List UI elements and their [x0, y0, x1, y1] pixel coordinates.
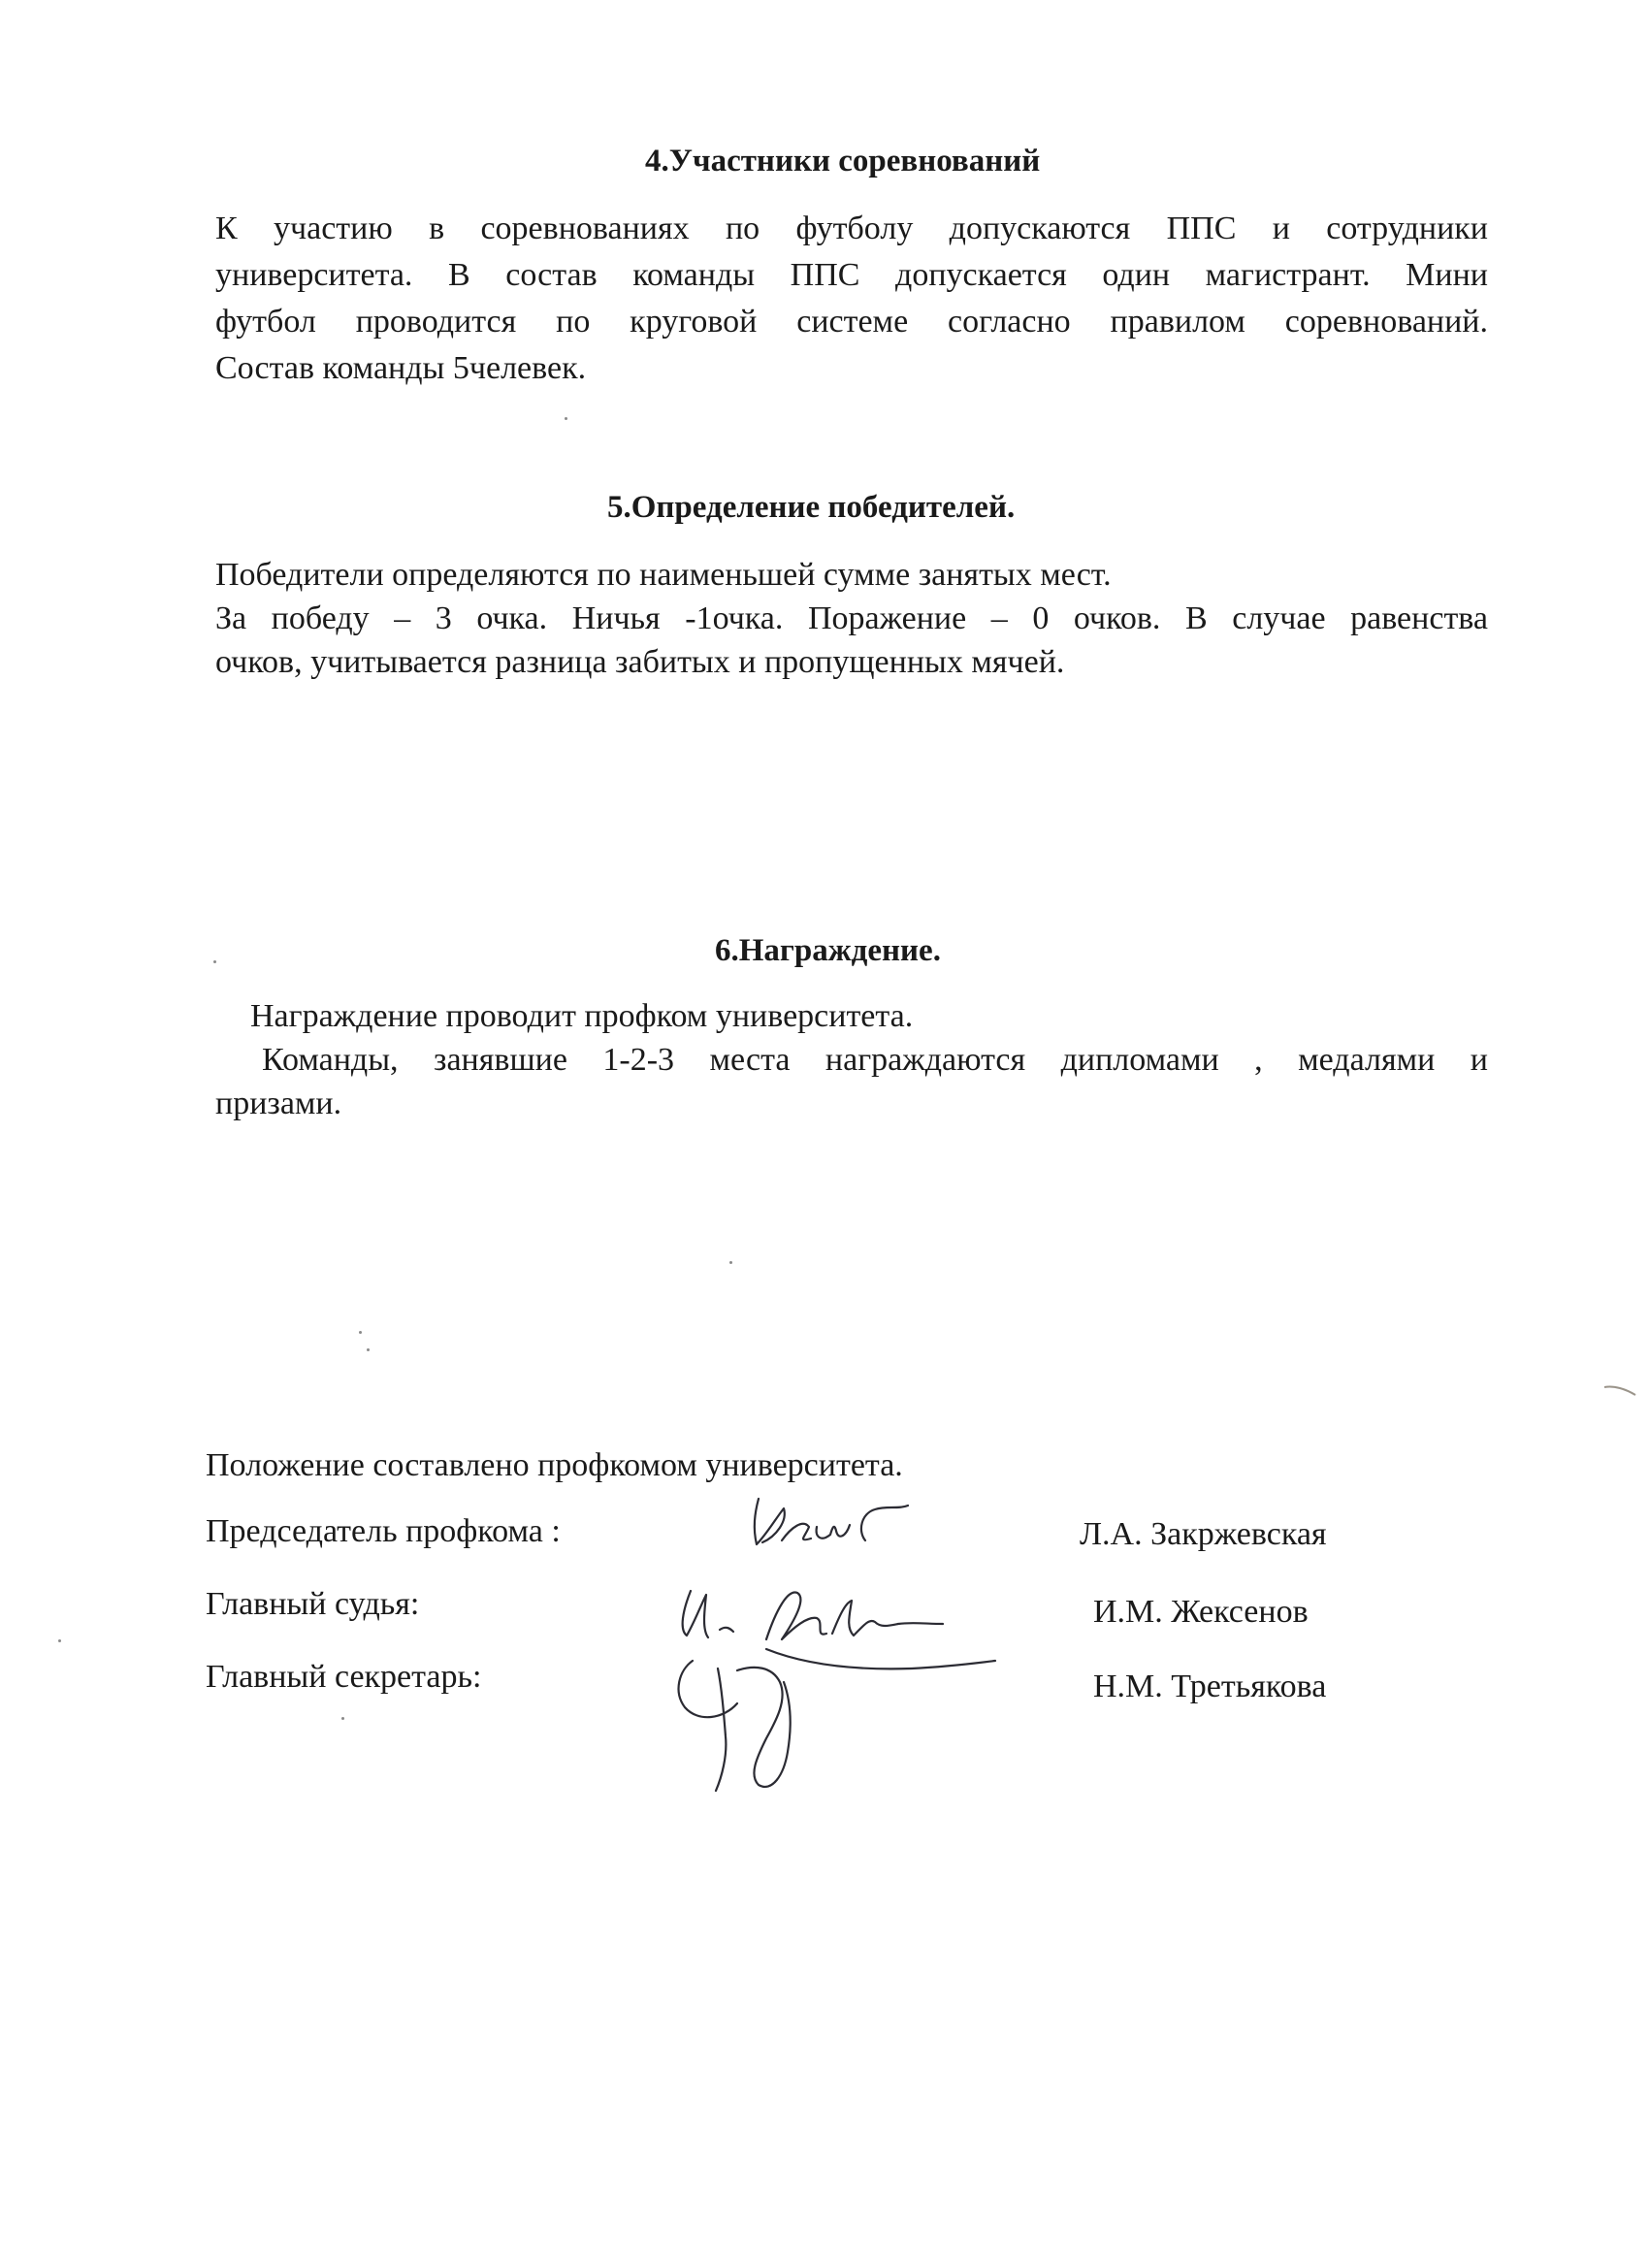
judge-signature-stroke — [766, 1593, 826, 1639]
signatory-role: Главный судья: — [206, 1586, 420, 1622]
section-5-heading: 5.Определение победителей. — [607, 490, 1016, 525]
paper-edge-mark — [1600, 1368, 1639, 1407]
section-6-line: призами. — [215, 1085, 342, 1121]
section-6-text — [215, 994, 1488, 1125]
section-5-line: За победу – 3 очка. Ничья -1очка. Поражение – 0 очков. В случае равенства — [215, 600, 1488, 636]
section-5-line: очков, учитывается разница забитых и пропущенных мячей. — [215, 644, 1065, 680]
secretary-signature-stroke — [766, 1649, 995, 1669]
section-4-line: Состав команды 5челевек. — [215, 350, 587, 386]
section-5-text — [215, 553, 1488, 684]
footer-statement: Положение составлено профкомом университета. — [206, 1447, 903, 1483]
signatory-role: Главный секретарь: — [206, 1659, 482, 1695]
scan-speck — [58, 1639, 61, 1642]
section-6-line: Награждение проводит профком университета. — [250, 998, 914, 1034]
chairman-signature-stroke — [861, 1506, 908, 1540]
section-4-line: К участию в соревнованиях по футболу допускаются ППС и сотрудники — [215, 211, 1488, 246]
signatory-role: Председатель профкома : — [206, 1513, 561, 1549]
section-5-line: Победители определяются по наименьшей сумме занятых мест. — [215, 557, 1112, 593]
chairman-signature-stroke — [817, 1525, 850, 1539]
section-6-heading: 6.Награждение. — [715, 933, 941, 968]
scan-speck — [729, 1261, 732, 1264]
secretary-signature-stroke — [737, 1668, 791, 1787]
scan-speck — [367, 1348, 370, 1351]
scan-speck — [341, 1717, 344, 1720]
section-4-text — [215, 206, 1488, 392]
signatory-name: Н.М. Третьякова — [1093, 1669, 1327, 1704]
judge-signature-stroke — [683, 1591, 708, 1637]
judge-signature-stroke — [832, 1601, 943, 1636]
scan-speck — [565, 417, 567, 420]
scan-speck — [213, 960, 216, 963]
signatory-name: И.М. Жексенов — [1093, 1594, 1309, 1630]
chairman-signature-stroke — [755, 1499, 785, 1544]
judge-signature-stroke — [720, 1628, 733, 1632]
chairman-signature-stroke — [782, 1524, 811, 1540]
secretary-signature-stroke — [716, 1669, 726, 1791]
secretary-signature-stroke — [679, 1661, 737, 1717]
section-6-line: Команды, занявшие 1-2-3 места награждаются дипломами , медалями и — [262, 1042, 1488, 1078]
section-4-line: футбол проводится по круговой системе согласно правилом соревнований. — [215, 304, 1488, 340]
signatory-name: Л.А. Закржевская — [1080, 1516, 1327, 1552]
scan-speck — [359, 1331, 362, 1334]
section-4-heading: 4.Участники соревнований — [645, 144, 1041, 178]
section-4-line: университета. В состав команды ППС допускается один магистрант. Мини — [215, 257, 1488, 293]
